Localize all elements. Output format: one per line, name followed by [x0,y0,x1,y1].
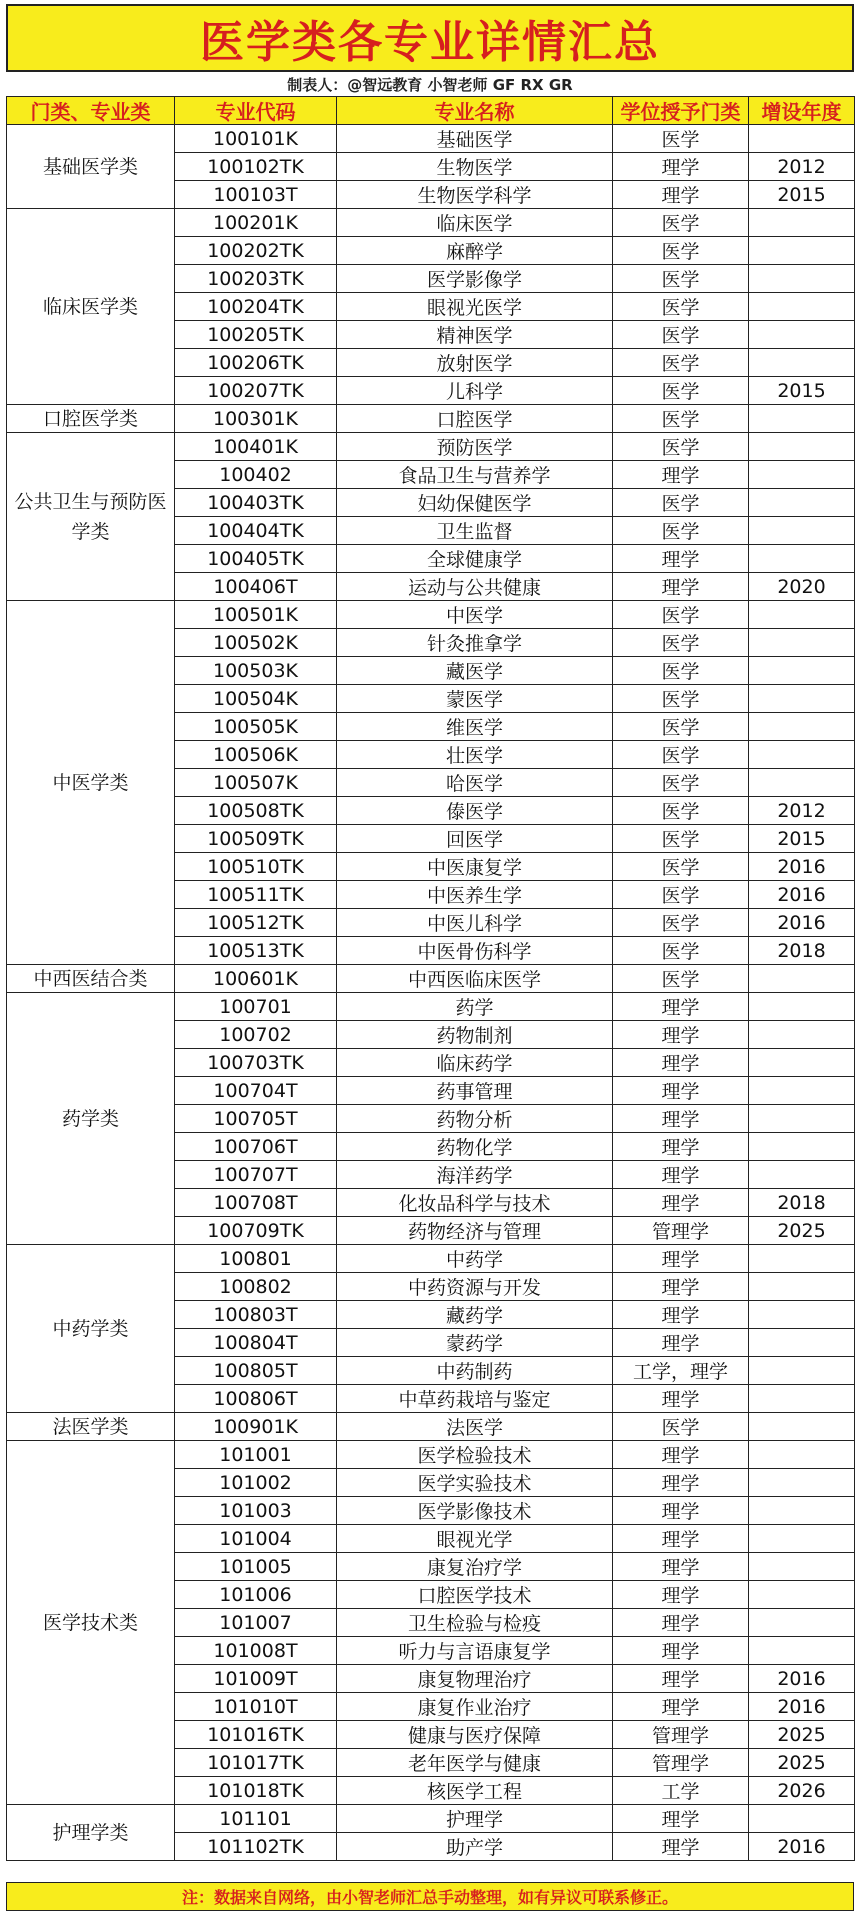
major-name-cell: 眼视光医学 [337,293,613,321]
degree-cell: 医学 [613,601,749,629]
major-code-cell: 100301K [175,405,337,433]
degree-cell: 理学 [613,1385,749,1413]
degree-cell: 医学 [613,321,749,349]
degree-cell: 医学 [613,489,749,517]
major-code-cell: 100501K [175,601,337,629]
degree-cell: 理学 [613,1189,749,1217]
major-name-cell: 中医养生学 [337,881,613,909]
degree-cell: 理学 [613,181,749,209]
year-cell [749,321,855,349]
major-name-cell: 临床医学 [337,209,613,237]
major-code-cell: 100502K [175,629,337,657]
major-name-cell: 藏药学 [337,1301,613,1329]
year-cell: 2018 [749,1189,855,1217]
major-code-cell: 100203TK [175,265,337,293]
year-cell: 2012 [749,797,855,825]
category-cell: 口腔医学类 [7,405,175,433]
category-cell: 基础医学类 [7,125,175,209]
header-code: 专业代码 [175,97,337,125]
year-cell [749,349,855,377]
year-cell [749,433,855,461]
year-cell [749,517,855,545]
major-code-cell: 100204TK [175,293,337,321]
degree-cell: 医学 [613,825,749,853]
major-code-cell: 100504K [175,685,337,713]
category-cell: 临床医学类 [7,209,175,405]
major-code-cell: 100101K [175,125,337,153]
major-code-cell: 100804T [175,1329,337,1357]
degree-cell: 理学 [613,1301,749,1329]
category-cell: 法医学类 [7,1413,175,1441]
major-code-cell: 100701 [175,993,337,1021]
major-code-cell: 100102TK [175,153,337,181]
major-code-cell: 100507K [175,769,337,797]
year-cell [749,265,855,293]
degree-cell: 医学 [613,237,749,265]
major-code-cell: 101010T [175,1693,337,1721]
major-name-cell: 食品卫生与营养学 [337,461,613,489]
year-cell: 2025 [749,1217,855,1245]
year-cell [749,1329,855,1357]
major-code-cell: 100513TK [175,937,337,965]
major-name-cell: 麻醉学 [337,237,613,265]
year-cell [749,1049,855,1077]
major-name-cell: 卫生监督 [337,517,613,545]
degree-cell: 医学 [613,433,749,461]
degree-cell: 理学 [613,545,749,573]
page-title: 医学类各专业详情汇总 [200,17,660,68]
major-name-cell: 药物分析 [337,1105,613,1133]
major-name-cell: 药物经济与管理 [337,1217,613,1245]
year-cell [749,965,855,993]
major-code-cell: 100508TK [175,797,337,825]
major-name-cell: 针灸推拿学 [337,629,613,657]
category-cell: 中药学类 [7,1245,175,1413]
major-code-cell: 101008T [175,1637,337,1665]
major-name-cell: 中药制药 [337,1357,613,1385]
year-cell [749,1637,855,1665]
degree-cell: 医学 [613,769,749,797]
degree-cell: 管理学 [613,1721,749,1749]
major-name-cell: 回医学 [337,825,613,853]
year-cell [749,1581,855,1609]
major-name-cell: 蒙医学 [337,685,613,713]
title-banner [6,4,854,72]
major-code-cell: 100509TK [175,825,337,853]
year-cell [749,629,855,657]
degree-cell: 医学 [613,517,749,545]
major-code-cell: 100805T [175,1357,337,1385]
major-name-cell: 药物制剂 [337,1021,613,1049]
major-name-cell: 老年医学与健康 [337,1749,613,1777]
degree-cell: 医学 [613,685,749,713]
year-cell [749,1273,855,1301]
year-cell [749,1077,855,1105]
major-name-cell: 医学影像学 [337,265,613,293]
year-cell: 2016 [749,881,855,909]
year-cell: 2012 [749,153,855,181]
year-cell [749,713,855,741]
year-cell: 2016 [749,1833,855,1861]
degree-cell: 理学 [613,1021,749,1049]
major-code-cell: 100806T [175,1385,337,1413]
degree-cell: 医学 [613,713,749,741]
degree-cell: 理学 [613,993,749,1021]
year-cell [749,601,855,629]
major-code-cell: 100402 [175,461,337,489]
major-name-cell: 生物医学科学 [337,181,613,209]
degree-cell: 医学 [613,293,749,321]
major-code-cell: 100404TK [175,517,337,545]
category-cell: 药学类 [7,993,175,1245]
major-code-cell: 100103T [175,181,337,209]
header-category: 门类、专业类 [7,97,175,125]
major-name-cell: 临床药学 [337,1049,613,1077]
major-name-cell: 口腔医学技术 [337,1581,613,1609]
major-code-cell: 100802 [175,1273,337,1301]
degree-cell: 理学 [613,153,749,181]
major-code-cell: 100202TK [175,237,337,265]
year-cell [749,1301,855,1329]
category-cell: 护理学类 [7,1805,175,1861]
major-code-cell: 101101 [175,1805,337,1833]
major-name-cell: 医学检验技术 [337,1441,613,1469]
major-name-cell: 医学实验技术 [337,1469,613,1497]
major-name-cell: 口腔医学 [337,405,613,433]
year-cell [749,489,855,517]
degree-cell: 理学 [613,1105,749,1133]
degree-cell: 医学 [613,125,749,153]
major-code-cell: 100705T [175,1105,337,1133]
major-code-cell: 100506K [175,741,337,769]
major-name-cell: 中药资源与开发 [337,1273,613,1301]
year-cell [749,769,855,797]
year-cell [749,1413,855,1441]
major-name-cell: 维医学 [337,713,613,741]
degree-cell: 理学 [613,461,749,489]
degree-cell: 医学 [613,965,749,993]
year-cell [749,1553,855,1581]
degree-cell: 理学 [613,1245,749,1273]
major-code-cell: 100709TK [175,1217,337,1245]
year-cell: 2025 [749,1749,855,1777]
major-name-cell: 儿科学 [337,377,613,405]
footer-note: 注：数据来自网络，由小智老师汇总手动整理，如有异议可联系修正。 [6,1882,854,1911]
degree-cell: 理学 [613,573,749,601]
major-name-cell: 中医骨伤科学 [337,937,613,965]
major-code-cell: 101016TK [175,1721,337,1749]
major-name-cell: 中草药栽培与鉴定 [337,1385,613,1413]
major-name-cell: 听力与言语康复学 [337,1637,613,1665]
degree-cell: 理学 [613,1077,749,1105]
major-name-cell: 中医儿科学 [337,909,613,937]
degree-cell: 理学 [613,1497,749,1525]
major-code-cell: 101005 [175,1553,337,1581]
major-code-cell: 100708T [175,1189,337,1217]
major-name-cell: 康复治疗学 [337,1553,613,1581]
major-name-cell: 生物医学 [337,153,613,181]
year-cell [749,405,855,433]
degree-cell: 理学 [613,1133,749,1161]
creator-line: 制表人：@智远教育 小智老师 GF RX GR [287,75,573,94]
degree-cell: 理学 [613,1581,749,1609]
degree-cell: 医学 [613,797,749,825]
year-cell [749,1525,855,1553]
degree-cell: 理学 [613,1693,749,1721]
major-name-cell: 妇幼保健医学 [337,489,613,517]
year-cell [749,1245,855,1273]
major-code-cell: 100511TK [175,881,337,909]
major-name-cell: 中西医临床医学 [337,965,613,993]
year-cell [749,1497,855,1525]
degree-cell: 医学 [613,349,749,377]
degree-cell: 理学 [613,1637,749,1665]
year-cell: 2015 [749,377,855,405]
major-code-cell: 101003 [175,1497,337,1525]
degree-cell: 管理学 [613,1749,749,1777]
year-cell [749,209,855,237]
major-code-cell: 100801 [175,1245,337,1273]
major-code-cell: 100205TK [175,321,337,349]
major-code-cell: 100803T [175,1301,337,1329]
degree-cell: 理学 [613,1049,749,1077]
degree-cell: 医学 [613,937,749,965]
major-name-cell: 助产学 [337,1833,613,1861]
year-cell [749,1161,855,1189]
degree-cell: 医学 [613,741,749,769]
degree-cell: 理学 [613,1553,749,1581]
major-name-cell: 藏医学 [337,657,613,685]
major-name-cell: 傣医学 [337,797,613,825]
year-cell [749,1105,855,1133]
year-cell [749,1357,855,1385]
major-code-cell: 100707T [175,1161,337,1189]
major-code-cell: 100403TK [175,489,337,517]
year-cell: 2016 [749,1665,855,1693]
year-cell: 2016 [749,853,855,881]
major-code-cell: 100406T [175,573,337,601]
major-name-cell: 卫生检验与检疫 [337,1609,613,1637]
year-cell [749,741,855,769]
degree-cell: 理学 [613,1469,749,1497]
degree-cell: 理学 [613,1441,749,1469]
major-name-cell: 康复作业治疗 [337,1693,613,1721]
degree-cell: 理学 [613,1525,749,1553]
major-code-cell: 100401K [175,433,337,461]
year-cell: 2015 [749,181,855,209]
category-cell: 公共卫生与预防医学类 [7,433,175,601]
header-year: 增设年度 [749,97,855,125]
major-name-cell: 中医学 [337,601,613,629]
major-name-cell: 哈医学 [337,769,613,797]
major-code-cell: 100206TK [175,349,337,377]
degree-cell: 医学 [613,209,749,237]
major-name-cell: 法医学 [337,1413,613,1441]
major-code-cell: 100702 [175,1021,337,1049]
degree-cell: 工学 [613,1777,749,1805]
degree-cell: 医学 [613,377,749,405]
major-name-cell: 药物化学 [337,1133,613,1161]
year-cell: 2018 [749,937,855,965]
category-cell: 中医学类 [7,601,175,965]
major-name-cell: 壮医学 [337,741,613,769]
year-cell: 2020 [749,573,855,601]
major-name-cell: 核医学工程 [337,1777,613,1805]
major-name-cell: 放射医学 [337,349,613,377]
major-code-cell: 100706T [175,1133,337,1161]
header-major: 专业名称 [337,97,613,125]
degree-cell: 医学 [613,881,749,909]
major-code-cell: 100503K [175,657,337,685]
degree-cell: 管理学 [613,1217,749,1245]
year-cell [749,237,855,265]
major-code-cell: 101001 [175,1441,337,1469]
header-degree: 学位授予门类 [613,97,749,125]
major-code-cell: 100207TK [175,377,337,405]
degree-cell: 医学 [613,629,749,657]
category-cell: 医学技术类 [7,1441,175,1805]
degree-cell: 理学 [613,1161,749,1189]
year-cell [749,1021,855,1049]
degree-cell: 医学 [613,1413,749,1441]
year-cell [749,125,855,153]
year-cell: 2015 [749,825,855,853]
major-name-cell: 医学影像技术 [337,1497,613,1525]
degree-cell: 医学 [613,265,749,293]
year-cell: 2025 [749,1721,855,1749]
major-name-cell: 预防医学 [337,433,613,461]
year-cell [749,1385,855,1413]
major-name-cell: 化妆品科学与技术 [337,1189,613,1217]
major-code-cell: 101018TK [175,1777,337,1805]
major-code-cell: 101102TK [175,1833,337,1861]
degree-cell: 医学 [613,657,749,685]
year-cell [749,1133,855,1161]
year-cell: 2026 [749,1777,855,1805]
major-code-cell: 100512TK [175,909,337,937]
year-cell [749,1609,855,1637]
degree-cell: 理学 [613,1329,749,1357]
year-cell [749,1805,855,1833]
major-name-cell: 药事管理 [337,1077,613,1105]
major-name-cell: 中药学 [337,1245,613,1273]
year-cell [749,685,855,713]
major-name-cell: 蒙药学 [337,1329,613,1357]
major-name-cell: 药学 [337,993,613,1021]
major-code-cell: 100201K [175,209,337,237]
year-cell: 2016 [749,1693,855,1721]
major-code-cell: 100704T [175,1077,337,1105]
major-code-cell: 100703TK [175,1049,337,1077]
degree-cell: 理学 [613,1273,749,1301]
year-cell [749,293,855,321]
major-code-cell: 101017TK [175,1749,337,1777]
major-name-cell: 全球健康学 [337,545,613,573]
category-cell: 中西医结合类 [7,965,175,993]
major-code-cell: 101006 [175,1581,337,1609]
major-code-cell: 101002 [175,1469,337,1497]
major-name-cell: 眼视光学 [337,1525,613,1553]
major-code-cell: 100405TK [175,545,337,573]
year-cell [749,657,855,685]
degree-cell: 理学 [613,1609,749,1637]
major-name-cell: 运动与公共健康 [337,573,613,601]
major-code-cell: 100510TK [175,853,337,881]
major-code-cell: 100901K [175,1413,337,1441]
year-cell [749,1441,855,1469]
major-code-cell: 100505K [175,713,337,741]
major-name-cell: 基础医学 [337,125,613,153]
major-code-cell: 101007 [175,1609,337,1637]
major-name-cell: 中医康复学 [337,853,613,881]
degree-cell: 医学 [613,853,749,881]
year-cell [749,1469,855,1497]
year-cell [749,993,855,1021]
degree-cell: 医学 [613,405,749,433]
degree-cell: 理学 [613,1805,749,1833]
major-name-cell: 海洋药学 [337,1161,613,1189]
major-code-cell: 101004 [175,1525,337,1553]
year-cell [749,461,855,489]
degree-cell: 理学 [613,1833,749,1861]
major-table [6,96,855,1861]
degree-cell: 工学，理学 [613,1357,749,1385]
major-name-cell: 精神医学 [337,321,613,349]
degree-cell: 理学 [613,1665,749,1693]
degree-cell: 医学 [613,909,749,937]
major-code-cell: 100601K [175,965,337,993]
major-name-cell: 护理学 [337,1805,613,1833]
major-name-cell: 健康与医疗保障 [337,1721,613,1749]
year-cell [749,545,855,573]
major-name-cell: 康复物理治疗 [337,1665,613,1693]
major-code-cell: 101009T [175,1665,337,1693]
year-cell: 2016 [749,909,855,937]
